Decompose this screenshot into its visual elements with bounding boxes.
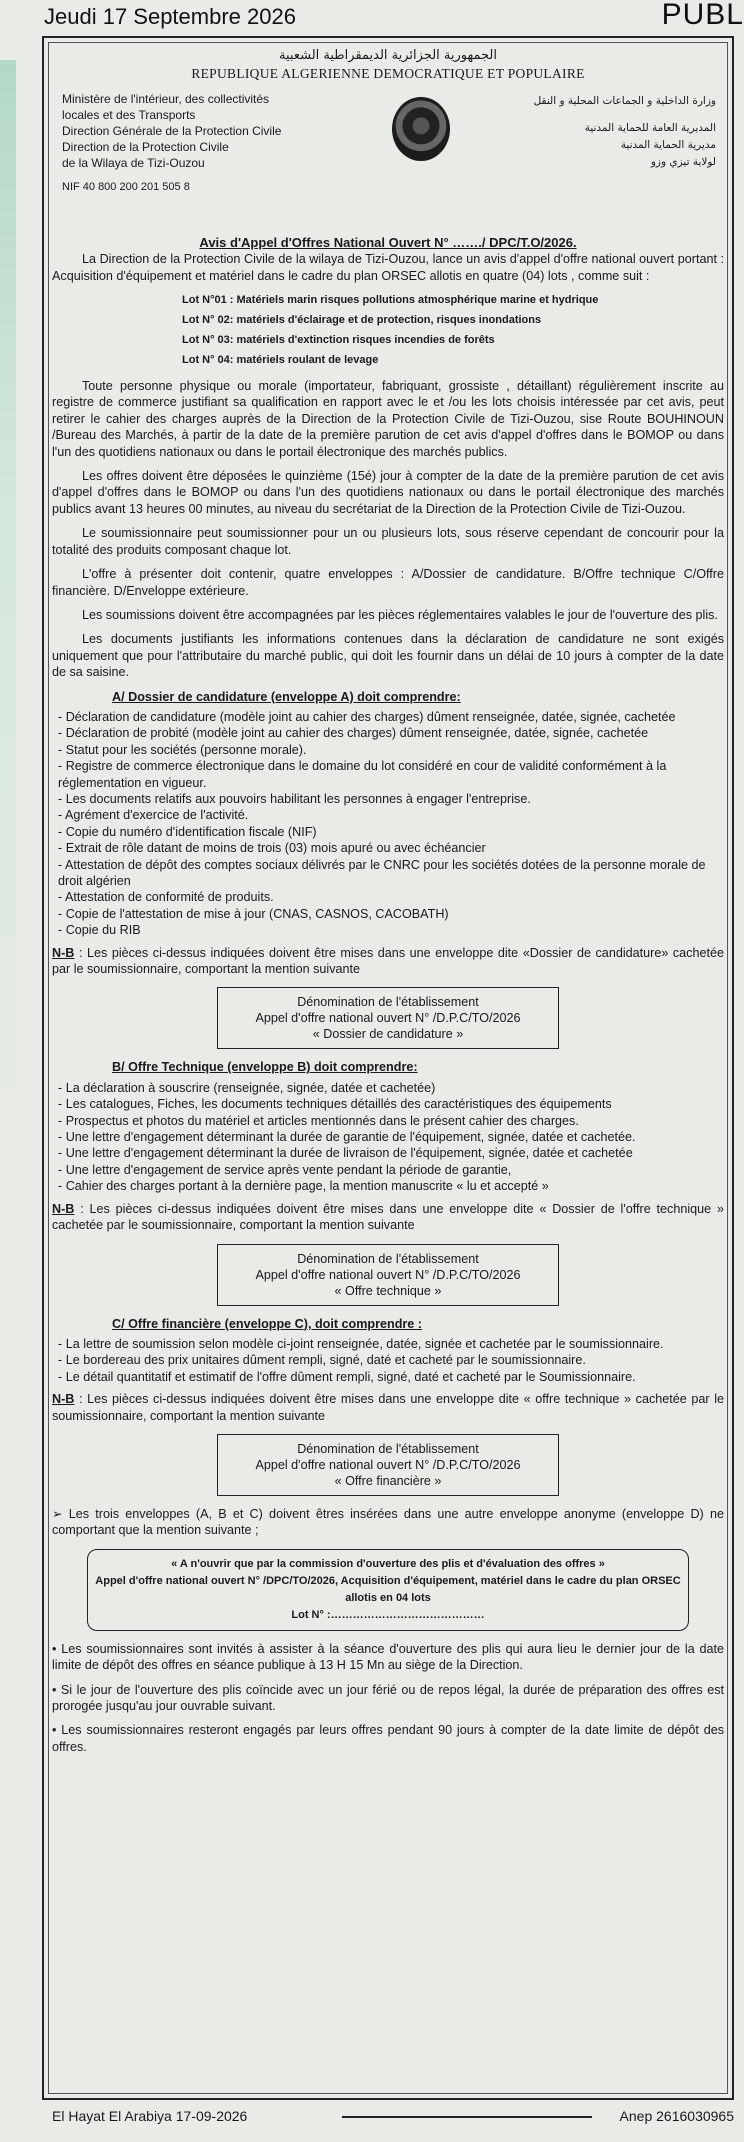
list-item: - La déclaration à souscrire (renseignée, signée, datée et cachetée) xyxy=(58,1080,436,1095)
list-item: - Attestation de dépôt des comptes sociaux délivrés par le CNRC pour les sociétés dotées de la personne morale de droit algérien xyxy=(58,857,706,888)
paragraph: Les soumissions doivent être accompagnées par les pièces réglementaires valables le jour de l'ouverture des plis. xyxy=(82,607,718,622)
list-item: - Le bordereau des prix unitaires dûment rempli, signé, daté et cacheté par le soumissionnaire. xyxy=(58,1353,586,1368)
nb-text: : Les pièces ci-dessus indiquées doivent être mises dans une enveloppe dite « offre technique » cachetée par le soumissionnaire, comportant la mention suivante xyxy=(52,1392,725,1423)
nb-text: : Les pièces ci-dessus indiquées doivent être mises dans une enveloppe dite «Dossier de candidature» cachetée par le soumissionnaire, comportant la mention suivante xyxy=(52,945,724,977)
issuer-arabic-line: وزارة الداخلية و الجماعات المحلية و النقل xyxy=(533,94,716,107)
anep-reference: Anep 2616030965 xyxy=(619,2108,734,2124)
box-line: « A n'ouvrir que par la commission d'ouverture des plis et d'évaluation des offres » xyxy=(171,1557,605,1570)
paragraph: Les offres doivent être déposées le quinzième (15é) jour à compter de la date de la première parution de cet avis d'appel d'offres dans le BOMOP ou dans l'un des quotidiens nationaux ou dans le portail électronique des marchés publics avant 13 heures 00 minutes, au niveau du secrétariat de la Direction de la Protection Civile de Tizi-Ouzou. xyxy=(52,469,724,516)
lots-list xyxy=(182,290,724,370)
lot-item: Lot N° 03: matériels d'extinction risques incendies de forêts xyxy=(182,334,495,347)
box-line: Appel d'offre national ouvert N° /D.P.C/TO/2026 xyxy=(255,1457,521,1472)
closing-paragraph xyxy=(52,1682,724,1715)
french-state-title: REPUBLIQUE ALGERIENNE DEMOCRATIQUE ET POPULAIRE xyxy=(191,66,585,82)
nb-label: N-B xyxy=(52,945,75,960)
envelope-a-label-box xyxy=(217,987,559,1049)
nb-label: N-B xyxy=(52,1201,75,1216)
bullet-icon: • xyxy=(52,1682,61,1697)
nb-label: N-B xyxy=(52,1392,75,1407)
list-item: - Prospectus et photos du matériel et articles mentionnés dans le présent cahier des charges. xyxy=(58,1113,579,1128)
envelope-a-note xyxy=(52,945,724,978)
list-item: - Les documents relatifs aux pouvoirs habilitant les personnes à engager l'entreprise. xyxy=(58,791,531,806)
list-item: - Le détail quantitatif et estimatif de l'offre dûment rempli, signé, daté et cacheté par le Soumissionnaire. xyxy=(58,1369,636,1384)
paragraph: Toute personne physique ou morale (importateur, fabriquant, grossiste , détaillant) régulièrement inscrite au registre de commerce justifiant sa qualification en rapport avec le et /ou les lots choisis intéressée par cet avis, peut retirer le cahier des charges auprès de la Direction de la Protection Civile de Tizi-Ouzou, sise Route BOUHINOUN /Bureau des Marchés, à partir de la date de la première parution de cet avis d'appel d'offres dans le BOMOP ou dans l'un des quotidiens nationaux ou dans le portail électronique des marchés publics. xyxy=(52,379,724,459)
envelope-b-note xyxy=(52,1201,724,1234)
notice-title: Avis d'Appel d'Offres National Ouvert N° ……./ DPC/T.O/2026. xyxy=(199,234,577,250)
paragraph: Le soumissionnaire peut soumissionner pour un ou plusieurs lots, sous réserve cependant de concourir pour la totalité des produits composant chaque lot. xyxy=(52,526,724,557)
arabic-state-title: الجمهورية الجزائرية الديمقراطية الشعبية xyxy=(279,48,497,63)
closing-text: Les soumissionnaires resteront engagés par leurs offres pendant 90 jours à compter de la date limite de dépôt des offres. xyxy=(52,1723,724,1754)
list-item: - Registre de commerce électronique dans le domaine du lot considéré en cour de validité conformément à la réglementation en vigueur. xyxy=(58,759,667,790)
list-item: - Copie de l'attestation de mise à jour (CNAS, CASNOS, CACOBATH) xyxy=(58,906,449,921)
notice-footer xyxy=(42,2106,742,2134)
nif-number: NIF 40 800 200 201 505 8 xyxy=(62,180,190,193)
box-line: Appel d'offre national ouvert N° /D.P.C/TO/2026 xyxy=(255,1267,521,1282)
civil-protection-emblem-icon xyxy=(392,97,450,161)
section-label: PUBL xyxy=(661,0,744,31)
box-line: « Offre financière » xyxy=(334,1473,442,1488)
issuer-line: Ministère de l'intérieur, des collectivités xyxy=(62,91,270,106)
box-line: Appel d'offre national ouvert N° /DPC/TO/2026, Acquisition d'équipement, matériel dans le cadre du plan ORSEC allotis en 04 lots xyxy=(95,1574,681,1604)
envelope-b-heading: B/ Offre Technique (enveloppe B) doit comprendre: xyxy=(112,1060,418,1075)
envelope-c-note xyxy=(52,1391,724,1424)
list-item: - Une lettre d'engagement déterminant la durée de garantie de l'équipement, signée, datée et cachetée. xyxy=(58,1130,636,1145)
list-item: - Statut pour les sociétés (personne morale). xyxy=(58,742,307,757)
list-item: - Attestation de conformité de produits. xyxy=(58,890,274,905)
paragraph: L'offre à présenter doit contenir, quatre enveloppes : A/Dossier de candidature. B/Offre technique C/Offre financière. D/Enveloppe extérieure. xyxy=(52,567,724,598)
lot-item: Lot N° 04: matériels roulant de levage xyxy=(182,354,379,367)
box-line: Lot N° :…………………………………… xyxy=(291,1608,485,1621)
lot-item: Lot N° 02: matériels d'éclairage et de protection, risques inondations xyxy=(182,314,542,327)
newspaper-credit: El Hayat El Arabiya 17-09-2026 xyxy=(52,2108,248,2124)
newspaper-header xyxy=(0,0,744,34)
page-edge-tint xyxy=(0,60,16,1160)
closing-text: Si le jour de l'ouverture des plis coïncide avec un jour férié ou de repos légal, la durée de préparation des offres est prorogée jusqu'au jour ouvrable suivant. xyxy=(52,1682,724,1713)
envelope-b-list xyxy=(52,1080,724,1195)
box-line: Dénomination de l'établissement xyxy=(297,1251,479,1266)
issuer-line: de la Wilaya de Tizi-Ouzou xyxy=(62,155,205,170)
list-item: - Copie du RIB xyxy=(58,923,141,938)
list-item: - Une lettre d'engagement de service après vente pendant la période de garantie, xyxy=(58,1162,512,1177)
issuer-line: Direction de la Protection Civile xyxy=(62,139,229,154)
envelope-d-label-box xyxy=(87,1549,689,1631)
list-item: - Déclaration de probité (modèle joint au cahier des charges) dûment renseignée, datée, signée, cachetée xyxy=(58,726,649,741)
issuer-arabic-line: مديرية الحماية المدنية xyxy=(620,138,716,151)
bullet-icon: • xyxy=(52,1723,62,1738)
issuer-arabic-line: لولاية تيزي وزو xyxy=(650,155,716,168)
envelope-a-heading: A/ Dossier de candidature (enveloppe A) doit comprendre: xyxy=(112,689,461,704)
box-line: Dénomination de l'établissement xyxy=(297,995,479,1010)
issue-date: Jeudi 17 Septembre 2026 xyxy=(44,4,296,29)
envelope-d-text xyxy=(52,1506,724,1539)
list-item: - Une lettre d'engagement déterminant la durée de livraison de l'équipement, signée, datée et cachetée xyxy=(58,1146,633,1161)
list-item: - Extrait de rôle datant de moins de trois (03) mois apuré ou avec échéancier xyxy=(58,841,486,856)
list-item: - Copie du numéro d'identification fiscale (NIF) xyxy=(58,824,317,839)
box-line: « Offre technique » xyxy=(334,1283,442,1298)
footer-rule xyxy=(342,2116,592,2118)
list-item: - Agrément d'exercice de l'activité. xyxy=(58,808,249,823)
closing-paragraph xyxy=(52,1722,724,1755)
box-line: Dénomination de l'établissement xyxy=(297,1441,479,1456)
issuer-arabic xyxy=(466,93,716,171)
paragraph: Les documents justifiants les informations contenues dans la déclaration de candidature ne sont exigés uniquement que pour l'attributaire du marché public, qui doit les fournir dans un délai de 10 jours à compter de la date de sa saisine. xyxy=(52,632,724,680)
notice-content xyxy=(52,48,724,1755)
envelope-b-label-box xyxy=(217,1244,559,1306)
list-item: - Les catalogues, Fiches, les documents techniques détaillés des caractéristiques des équipements xyxy=(58,1097,612,1112)
issuer-french xyxy=(62,91,322,195)
list-item: - Cahier des charges portant à la dernière page, la mention manuscrite « lu et accepté » xyxy=(58,1179,549,1194)
envelope-a-list xyxy=(52,709,724,939)
arrow-bullet-icon: ➢ xyxy=(52,1506,69,1521)
envelope-c-list xyxy=(52,1336,724,1385)
issuer-line: locales et des Transports xyxy=(62,107,196,122)
issuer-arabic-line: المديرية العامة للحماية المدنية xyxy=(584,121,716,134)
lot-item: Lot N°01 : Matériels marin risques pollutions atmosphérique marine et hydrique xyxy=(182,294,599,307)
issuer-header xyxy=(52,83,724,231)
envelope-d-instruction: Les trois enveloppes (A, B et C) doivent êtres insérées dans une autre enveloppe anonyme (enveloppe D) ne comportant que la mention suivante ; xyxy=(52,1506,724,1538)
envelope-c-heading: C/ Offre financière (enveloppe C), doit comprendre : xyxy=(112,1316,422,1331)
notice-intro: La Direction de la Protection Civile de la wilaya de Tizi-Ouzou, lance un avis d'appel d'offre national ouvert portant : Acquisition d'équipement et matériel dans le cadre du plan ORSEC allotis en quatre (04) lots , comme suit : xyxy=(52,252,724,283)
issuer-line: Direction Générale de la Protection Civile xyxy=(62,123,282,138)
bullet-icon: • xyxy=(52,1641,62,1656)
envelope-c-label-box xyxy=(217,1434,559,1496)
box-line: « Dossier de candidature » xyxy=(312,1027,464,1042)
nb-text: : Les pièces ci-dessus indiquées doivent être mises dans une enveloppe dite « Dossier de l'offre technique » cachetée par le soumissionnaire, comportant la mention suivante xyxy=(52,1201,724,1233)
list-item: - Déclaration de candidature (modèle joint au cahier des charges) dûment renseignée, datée, signée, cachetée xyxy=(58,709,676,724)
closing-text: Les soumissionnaires sont invités à assister à la séance d'ouverture des plis qui aura lieu le dernier jour de la date limite de dépôt des offres en séance publique à 13 H 15 Mn au siège de la Direction. xyxy=(52,1641,724,1673)
box-line: Appel d'offre national ouvert N° /D.P.C/TO/2026 xyxy=(255,1011,521,1026)
list-item: - La lettre de soumission selon modèle ci-joint renseignée, datée, signée et cachetée par le soumissionnaire. xyxy=(58,1336,664,1351)
closing-paragraph xyxy=(52,1641,724,1674)
